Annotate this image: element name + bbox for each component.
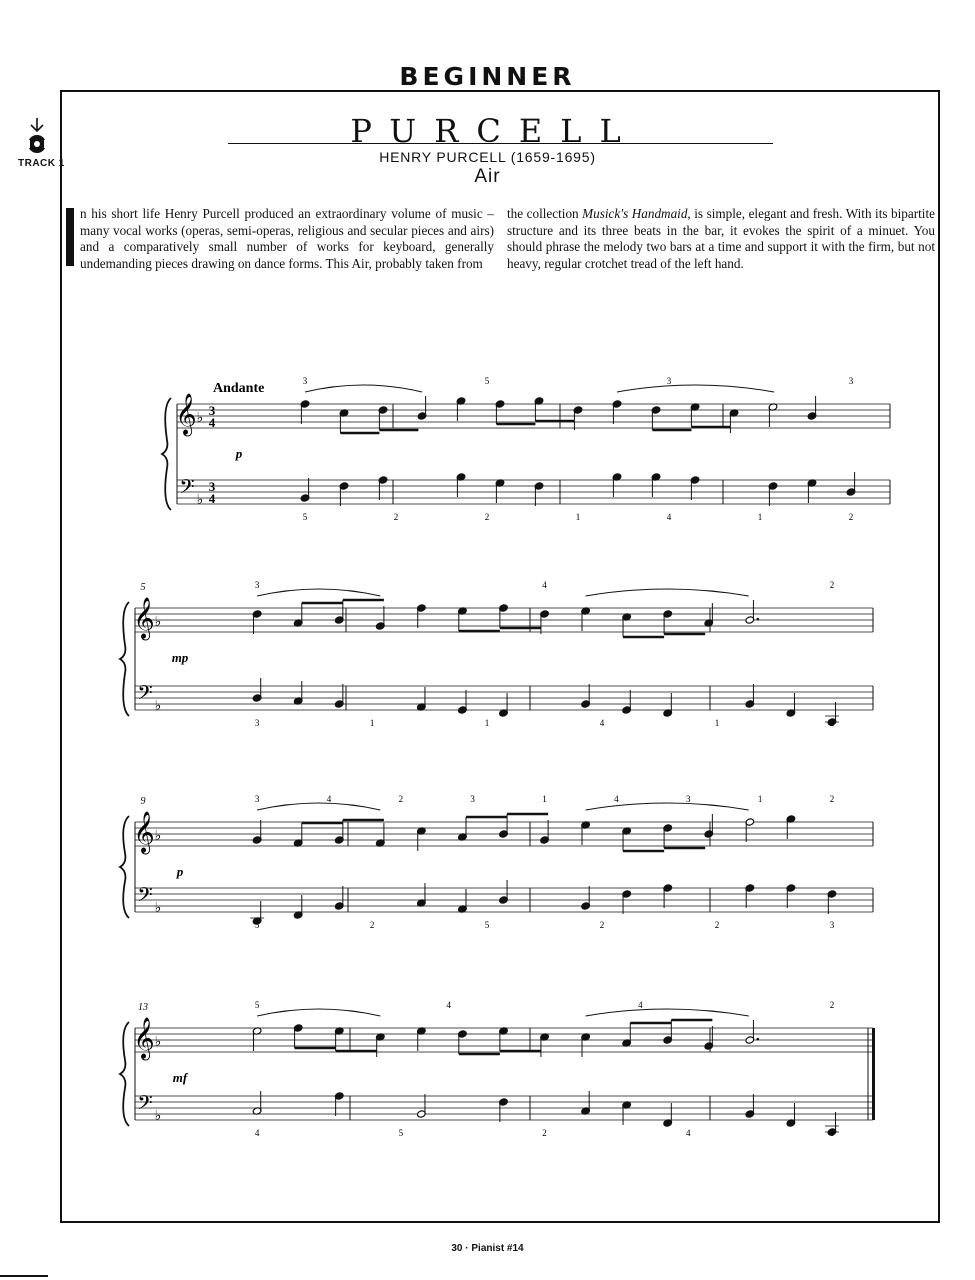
- rh-fingering: 1: [757, 794, 763, 804]
- time-signature-numerator: 3: [208, 403, 216, 418]
- time-signature-numerator: 3: [208, 479, 216, 494]
- rh-fingering: 2: [829, 1000, 835, 1010]
- phrase-slur: [257, 803, 380, 810]
- lh-fingering: 5: [254, 920, 260, 930]
- lh-fingering: 2: [484, 512, 490, 522]
- composer-title: PURCELL: [350, 112, 639, 150]
- bass-clef: 𝄢: [137, 883, 153, 911]
- dynamic-mark: p: [176, 864, 184, 879]
- lh-fingering: 4: [685, 1128, 691, 1138]
- rh-fingering: 2: [398, 794, 404, 804]
- dynamic-mark: mf: [172, 1070, 188, 1085]
- key-flat: ♭: [154, 1034, 162, 1050]
- brace: [120, 602, 129, 716]
- rh-fingering: 3: [302, 376, 308, 386]
- tempo-mark: Andante: [213, 381, 265, 396]
- intro-text-2a: the collection: [507, 206, 583, 221]
- lh-fingering: 1: [369, 718, 375, 728]
- rh-fingering: 3: [666, 376, 672, 386]
- lh-fingering: 4: [599, 718, 605, 728]
- rh-fingering: 3: [685, 794, 691, 804]
- treble-clef: 𝄞: [133, 1018, 155, 1059]
- phrase-slur: [617, 385, 774, 392]
- brace: [120, 816, 129, 918]
- augmentation-dot: [757, 618, 760, 621]
- key-flat: ♭: [154, 1108, 162, 1124]
- rh-fingering: 3: [848, 376, 854, 386]
- lh-fingering: 2: [829, 718, 835, 728]
- key-flat: ♭: [154, 828, 162, 844]
- measure-number: 5: [140, 582, 146, 593]
- dynamic-mark: mp: [171, 650, 189, 665]
- phrase-slur: [586, 803, 749, 810]
- lh-fingering: 2: [542, 1128, 547, 1138]
- lh-fingering: 5: [302, 512, 308, 522]
- final-thick-barline: [872, 1028, 875, 1120]
- rh-fingering: 2: [829, 580, 835, 590]
- treble-clef: 𝄞: [133, 598, 155, 639]
- lh-fingering: 1: [575, 512, 581, 522]
- treble-clef: 𝄞: [133, 812, 155, 853]
- lh-fingering: 4: [666, 512, 672, 522]
- lh-fingering: 2: [714, 920, 720, 930]
- rh-fingering: 4: [446, 1000, 451, 1010]
- rh-fingering: 5: [254, 1000, 260, 1010]
- measure-number: 9: [140, 796, 146, 807]
- rh-fingering: 1: [542, 794, 547, 804]
- treble-clef: 𝄞: [175, 394, 197, 435]
- lh-fingering: 1: [484, 718, 490, 728]
- rh-fingering: 4: [638, 1000, 643, 1010]
- lh-fingering: 2: [848, 512, 854, 522]
- bass-clef: 𝄢: [179, 475, 195, 503]
- rh-fingering: 3: [254, 794, 260, 804]
- rh-fingering: 5: [484, 376, 490, 386]
- lh-fingering: 5: [398, 1128, 404, 1138]
- level-heading: BEGINNER: [399, 62, 576, 91]
- time-signature-denominator: 4: [208, 491, 216, 506]
- phrase-slur: [586, 589, 749, 596]
- lh-fingering: 2: [599, 920, 605, 930]
- dynamic-mark: p: [235, 446, 243, 461]
- brace: [162, 398, 171, 510]
- time-signature-denominator: 4: [208, 415, 216, 430]
- phrase-slur: [586, 1009, 749, 1016]
- phrase-slur: [305, 385, 422, 392]
- bass-clef: 𝄢: [137, 1091, 153, 1119]
- intro-text-2b: , is simple, elegant and fresh. With its bipartite structure and its three beats in the bar, it evokes the spirit of a minuet. You should phrase the melody two bars at a time and support it with the firm, but not heavy, regular crotchet tread of the left hand.: [507, 206, 935, 271]
- bass-clef: 𝄢: [137, 681, 153, 709]
- rh-fingering: 4: [542, 580, 547, 590]
- corner-mark: [0, 1275, 48, 1277]
- track-label: TRACK 1: [18, 158, 65, 169]
- lh-fingering: 1: [714, 718, 720, 728]
- rh-fingering: 3: [470, 794, 475, 804]
- rh-fingering: 4: [326, 794, 332, 804]
- collection-title: Musick's Handmaid: [582, 206, 688, 221]
- key-flat: ♭: [196, 492, 204, 508]
- lh-fingering: 4: [254, 1128, 260, 1138]
- phrase-slur: [257, 1009, 380, 1016]
- measure-number: 13: [138, 1002, 148, 1013]
- augmentation-dot: [757, 1038, 760, 1041]
- piece-title: Air: [474, 166, 501, 187]
- key-flat: ♭: [154, 698, 162, 714]
- rh-fingering: 4: [614, 794, 619, 804]
- phrase-slur: [257, 589, 380, 596]
- composer-full-name: HENRY PURCELL (1659-1695): [379, 149, 596, 165]
- key-flat: ♭: [154, 614, 162, 630]
- lh-fingering: 3: [254, 718, 260, 728]
- lh-fingering: 1: [757, 512, 763, 522]
- lh-fingering: 2: [369, 920, 375, 930]
- lh-fingering: 3: [829, 920, 835, 930]
- rh-fingering: 2: [829, 794, 835, 804]
- page-footer: 30 · Pianist #14: [451, 1243, 524, 1254]
- intro-text-1: n his short life Henry Purcell produced an extraordinary volume of music – many vocal works (operas, semi-operas, religious and secular pieces and airs) and a comparatively small number of works for keyboard, generally undemanding pieces drawing on dance forms. This Air, probably taken from: [80, 206, 494, 271]
- key-flat: ♭: [196, 410, 204, 426]
- lh-fingering: 5: [484, 920, 490, 930]
- rh-fingering: 3: [254, 580, 260, 590]
- key-flat: ♭: [154, 900, 162, 916]
- lh-fingering: 2: [393, 512, 399, 522]
- lh-fingering: 1: [829, 1128, 835, 1138]
- brace: [120, 1022, 129, 1126]
